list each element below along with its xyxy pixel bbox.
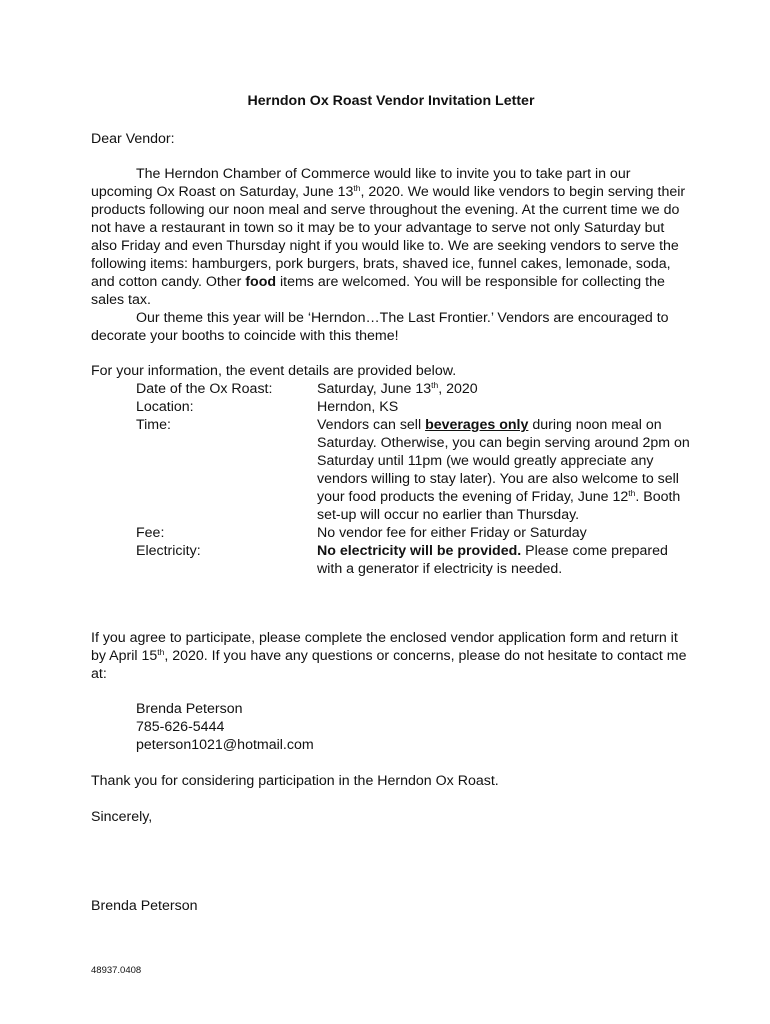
detail-label: Location:	[136, 399, 194, 415]
detail-row-location	[136, 398, 696, 416]
intro-text-3: items are welcomed. You will be responsible for collecting the sales tax.	[91, 274, 665, 308]
detail-label: Fee:	[136, 525, 165, 541]
salutation: Dear Vendor:	[91, 131, 175, 147]
detail-value-time	[317, 416, 692, 524]
intro-paragraph	[91, 165, 691, 309]
ordinal-suffix: th	[353, 183, 361, 193]
letter-title: Herndon Ox Roast Vendor Invitation Letter	[247, 93, 535, 109]
beverages-emphasis: beverages only	[425, 417, 529, 433]
detail-row-time	[136, 416, 696, 524]
intro-text-1: The Herndon Chamber of Commerce would like to invite you to take part in our upcoming Ox Roast on Saturday, June 13	[91, 166, 631, 200]
time-text-3: . Booth set-up will occur no earlier than Thursday.	[317, 489, 681, 523]
electricity-emphasis: No electricity will be provided.	[317, 543, 522, 559]
document-id: 48937.0408	[91, 965, 142, 976]
detail-value-fee: No vendor fee for either Friday or Saturday	[317, 525, 587, 541]
detail-row-date	[136, 380, 696, 398]
details-intro: For your information, the event details are provided below.	[91, 363, 457, 379]
time-text-1: Vendors can sell	[317, 417, 426, 433]
detail-label: Time:	[136, 417, 171, 433]
participation-text-2: , 2020. If you have any questions or concerns, please do not hesitate to contact me at:	[91, 648, 687, 682]
contact-name: Brenda Peterson	[136, 701, 243, 717]
contact-phone: 785-626-5444	[136, 719, 225, 735]
detail-row-fee	[136, 524, 696, 542]
closing: Sincerely,	[91, 809, 153, 825]
detail-row-electricity	[136, 542, 696, 578]
time-text-2: during noon meal on Saturday. Otherwise, you can begin serving around 2pm on Saturday until 11pm (we would greatly appreciate any vendors willing to stay later). You are also welcome to sell your food products the evening of Friday, June 12	[317, 417, 690, 505]
detail-value-date	[317, 380, 692, 398]
detail-label: Date of the Ox Roast:	[136, 381, 273, 397]
detail-value-location: Herndon, KS	[317, 399, 399, 415]
detail-value-electricity	[317, 542, 692, 578]
electricity-text: Please come prepared with a generator if electricity is needed.	[317, 543, 668, 577]
date-text: Saturday, June 13	[317, 381, 432, 397]
thanks-line: Thank you for considering participation in the Herndon Ox Roast.	[91, 773, 499, 789]
theme-paragraph: Our theme this year will be ‘Herndon…The Last Frontier.’ Vendors are encouraged to decorate your booths to coincide with this theme!	[91, 310, 669, 344]
participation-text-1: If you agree to participate, please complete the enclosed vendor application form and return it by April 15	[91, 630, 678, 664]
participation-paragraph	[91, 629, 691, 683]
intro-text-2: , 2020. We would like vendors to begin serving their products following our noon meal and serve throughout the evening. At the current time we do not have a restaurant in town so it may be to your advantage to serve not only Saturday but also Friday and even Thursday night if you would like to. We are seeking vendors to serve the following items: hamburgers, pork burgers, brats, shaved ice, funnel cakes, lemonade, soda, and cotton candy. Other	[91, 184, 686, 290]
food-emphasis: food	[245, 274, 277, 290]
signature-name: Brenda Peterson	[91, 898, 198, 914]
ordinal-suffix: th	[157, 647, 165, 657]
contact-block	[136, 700, 314, 754]
ordinal-suffix: th	[628, 488, 636, 498]
ordinal-suffix: th	[431, 380, 439, 390]
date-year: , 2020	[438, 381, 478, 397]
contact-email: peterson1021@hotmail.com	[136, 737, 314, 753]
detail-label: Electricity:	[136, 543, 201, 559]
event-details	[136, 380, 696, 578]
